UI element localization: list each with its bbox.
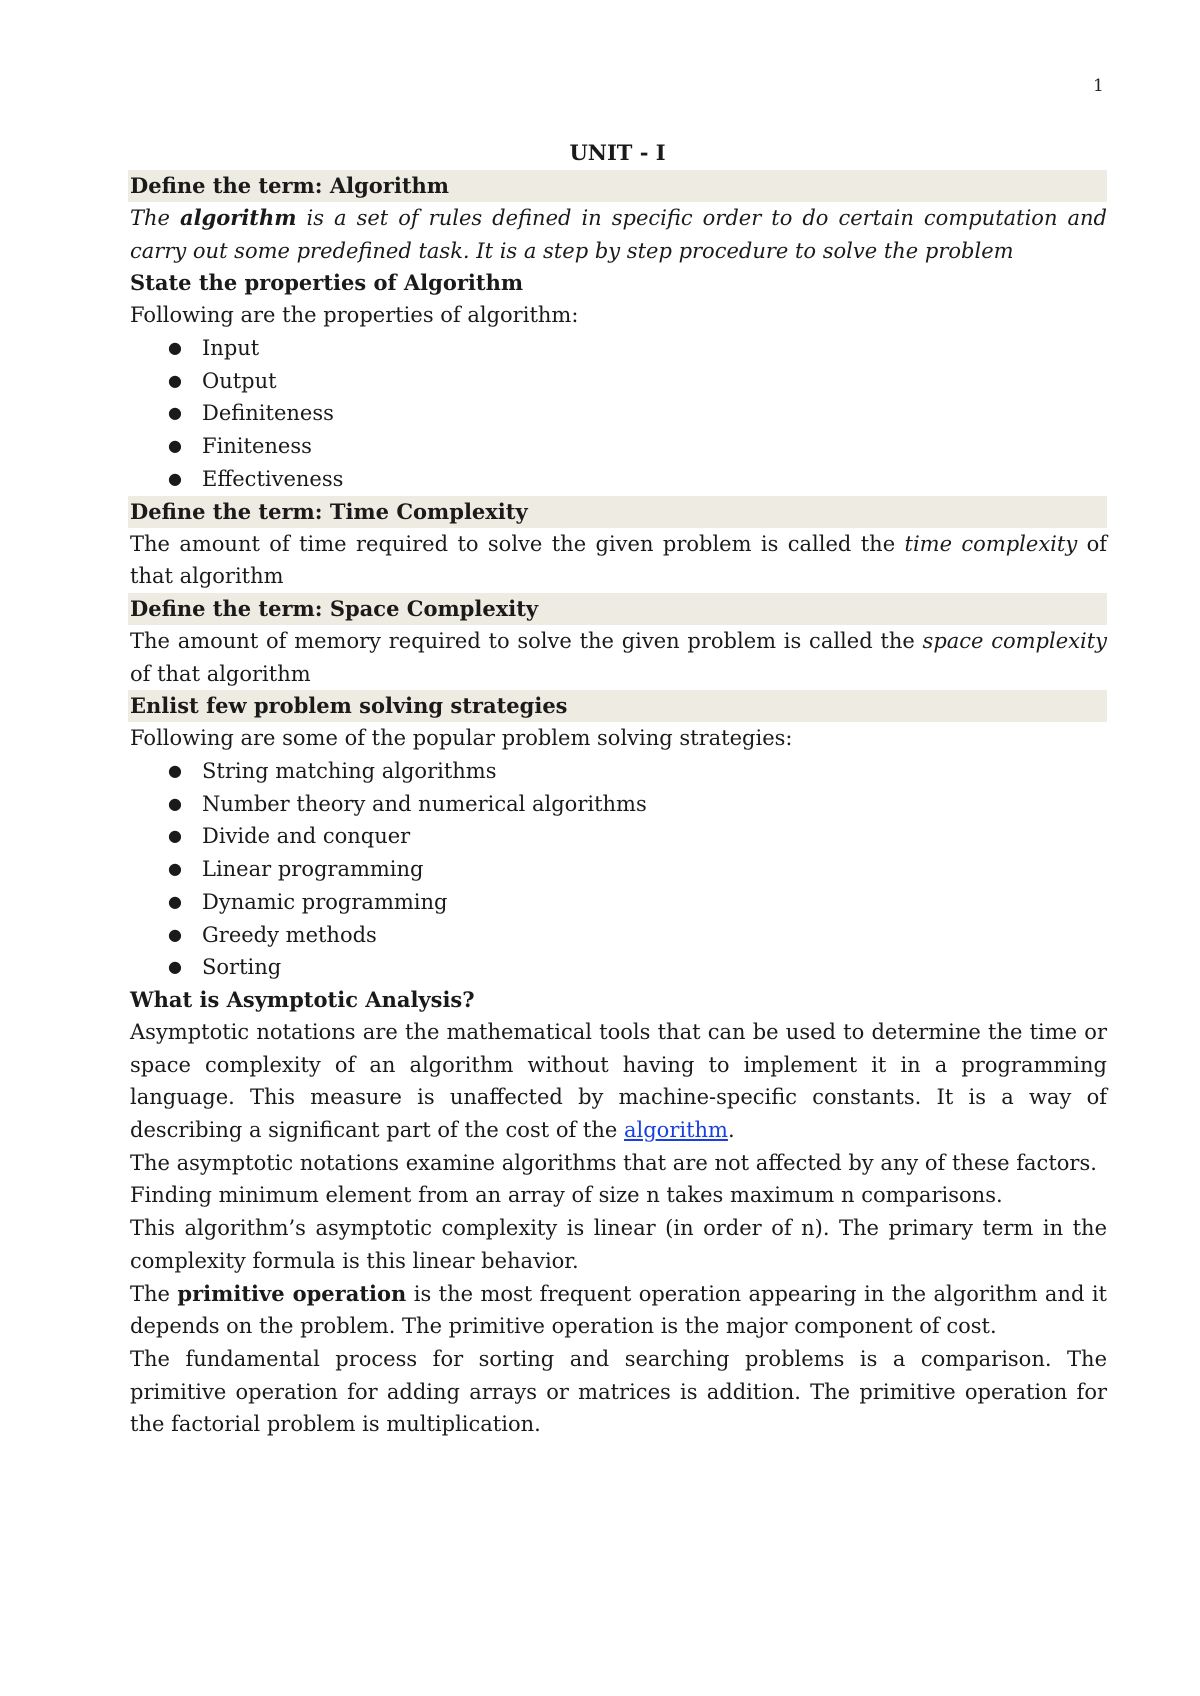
list-item-label: Finiteness: [202, 434, 312, 459]
heading-time-complexity: Define the term: Time Complexity: [128, 496, 1107, 528]
asymptotic-p1-end: .: [727, 1117, 735, 1142]
time-italic-term: time complexity: [904, 531, 1078, 556]
heading-properties: State the properties of Algorithm: [130, 270, 524, 296]
list-item-label: Sorting: [202, 955, 282, 980]
list-item-label: Input: [202, 336, 260, 361]
properties-intro: Following are the properties of algorithm:: [130, 303, 579, 328]
algorithm-bold-term: algorithm: [179, 205, 297, 230]
strategies-intro: Following are some of the popular problem solving strategies:: [130, 726, 793, 751]
space-text-2: of that algorithm: [130, 661, 311, 686]
list-item-label: Definiteness: [202, 401, 334, 426]
asymptotic-p1-text: Asymptotic notations are the mathematical tools that can be used to determine the time or space complexity of an algorithm without having to implement it in a programming language. This measure is unaffected by machine-specific constants. It is a way of describing a significant part of the cost of the: [130, 1019, 1107, 1142]
list-item: [128, 430, 1107, 463]
bullet-icon: ●: [168, 891, 182, 911]
asymptotic-paragraph-1: [128, 1016, 1107, 1147]
primitive-operation-term: primitive operation: [177, 1280, 407, 1306]
list-item-label: Output: [202, 368, 277, 393]
heading-space-complexity: Define the term: Space Complexity: [128, 593, 1107, 625]
asymptotic-p5-rest: is the most frequent operation appearing in the algorithm and it depends on the problem. The primitive operation is the major component of cost.: [130, 1281, 1107, 1339]
strategies-list: [128, 755, 1107, 984]
bullet-icon: ●: [168, 338, 182, 358]
list-item: [128, 463, 1107, 496]
unit-title: UNIT - I: [569, 140, 666, 165]
algorithm-link[interactable]: algorithm: [624, 1117, 728, 1142]
list-item-label: Divide and conquer: [202, 824, 411, 849]
bullet-icon: ●: [168, 924, 182, 944]
time-complexity-definition: [128, 528, 1107, 593]
list-item: [128, 397, 1107, 430]
list-item: [128, 788, 1107, 821]
bullet-icon: ●: [168, 436, 182, 456]
list-item: [128, 853, 1107, 886]
heading-strategies: Enlist few problem solving strategies: [128, 690, 1107, 722]
list-item: [128, 886, 1107, 919]
algorithm-text-1: The: [130, 206, 180, 230]
asymptotic-p5-start: The: [130, 1281, 178, 1306]
list-item: [128, 919, 1107, 952]
list-item-label: Dynamic programming: [202, 889, 448, 914]
asymptotic-paragraph-3: Finding minimum element from an array of size n takes maximum n comparisons.: [130, 1183, 1003, 1208]
space-italic-term: space complexity: [922, 628, 1107, 653]
algorithm-text-2: is a set of rules defined in specific order to do certain computation and carry out some predefined task. It is a step by step procedure to solve the problem: [130, 206, 1107, 263]
asymptotic-paragraph-2: The asymptotic notations examine algorithms that are not affected by any of these factors.: [130, 1150, 1097, 1175]
heading-algorithm: Define the term: Algorithm: [128, 170, 1107, 202]
asymptotic-paragraph-5: [128, 1278, 1107, 1343]
list-item: [128, 820, 1107, 853]
list-item-label: Number theory and numerical algorithms: [202, 791, 647, 816]
bullet-icon: ●: [168, 403, 182, 423]
space-complexity-definition: [128, 625, 1107, 690]
time-text-1: The amount of time required to solve the given problem is called the: [130, 531, 905, 556]
bullet-icon: ●: [168, 370, 182, 390]
algorithm-definition: [128, 202, 1107, 267]
list-item-label: Effectiveness: [202, 466, 344, 491]
list-item-label: Greedy methods: [202, 922, 377, 947]
asymptotic-paragraph-6: The fundamental process for sorting and searching problems is a comparison. The primitive operation for adding arrays or matrices is addition. The primitive operation for the factorial problem is multiplication.: [130, 1346, 1107, 1437]
bullet-icon: ●: [168, 826, 182, 846]
list-item: [128, 332, 1107, 365]
asymptotic-paragraph-4: This algorithm’s asymptotic complexity is linear (in order of n). The primary term in the complexity formula is this linear behavior.: [130, 1216, 1107, 1273]
heading-asymptotic: What is Asymptotic Analysis?: [130, 986, 475, 1012]
list-item-label: Linear programming: [202, 857, 424, 882]
bullet-icon: ●: [168, 957, 182, 977]
list-item-label: String matching algorithms: [202, 759, 497, 784]
space-text-1: The amount of memory required to solve the given problem is called the: [130, 628, 923, 653]
time-text-2: of that algorithm: [130, 531, 1107, 589]
list-item: [128, 755, 1107, 788]
bullet-icon: ●: [168, 468, 182, 488]
document-body: [128, 136, 1107, 1441]
list-item: [128, 365, 1107, 398]
properties-list: [128, 332, 1107, 495]
page-number: 1: [1093, 76, 1104, 96]
bullet-icon: ●: [168, 793, 182, 813]
bullet-icon: ●: [168, 859, 182, 879]
list-item: [128, 951, 1107, 984]
bullet-icon: ●: [168, 761, 182, 781]
